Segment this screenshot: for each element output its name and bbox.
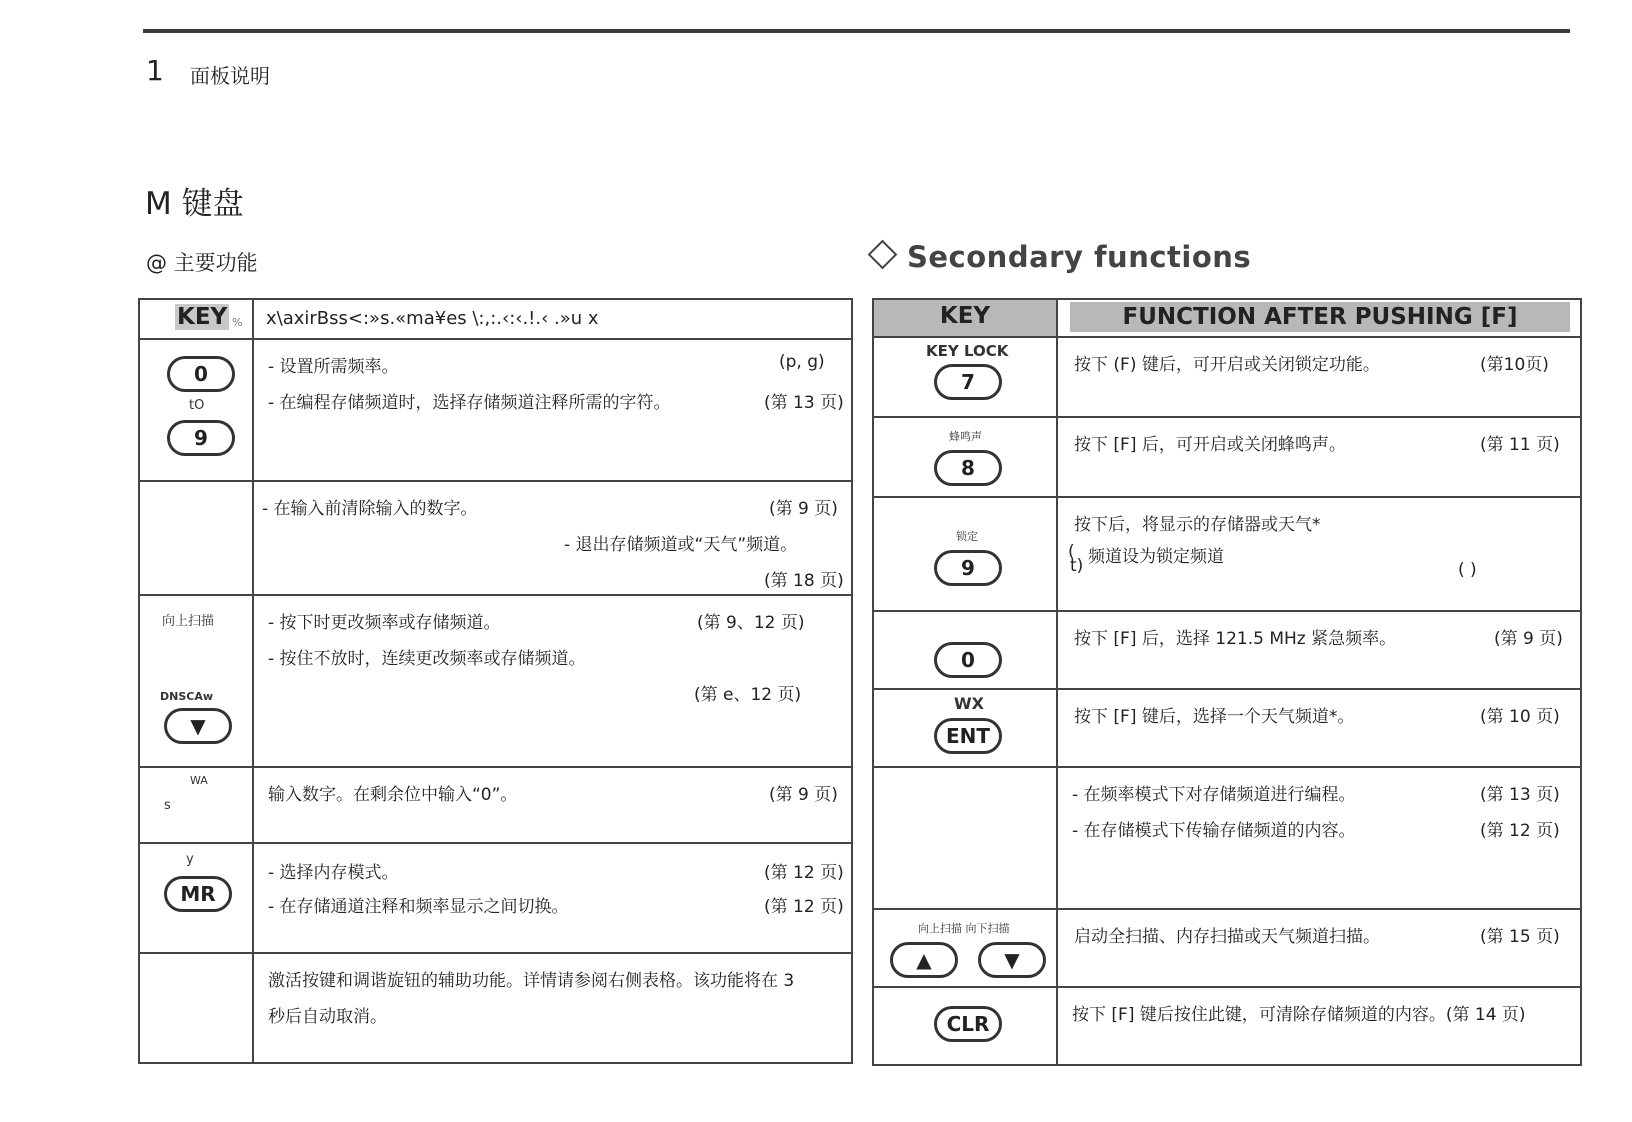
page-ref: (第 13 页)	[764, 393, 844, 413]
left-row-2-function	[253, 595, 852, 767]
key-label-dnscan: DNSCAw	[160, 690, 214, 703]
right-row-5-key	[873, 767, 1057, 909]
function-line: 激活按键和调谐旋钮的辅助功能。详情请参阅右侧表格。该功能将在 3	[268, 971, 795, 991]
key-label-beep: 蜂鸣声	[949, 430, 982, 443]
function-line: 秒后自动取消。	[268, 1007, 387, 1027]
function-line: - 在输入前清除输入的数字。	[262, 499, 478, 519]
right-row-4-function	[1057, 689, 1581, 767]
function-line: 按下 [F] 键后，选择一个天气频道*。	[1074, 707, 1355, 727]
left-row-2-key	[139, 595, 253, 767]
function-line: - 退出存储频道或“天气”频道。	[564, 535, 798, 555]
right-row-0-function	[1057, 337, 1581, 417]
key-0: 0	[934, 642, 1002, 678]
function-line: - 在频率模式下对存储频道进行编程。	[1072, 785, 1356, 805]
secondary-functions-title: Secondary functions	[907, 240, 1252, 274]
right-row-2-key	[873, 497, 1057, 611]
page-ref: (第 12 页)	[1480, 821, 1560, 841]
secondary-functions-table	[872, 298, 1582, 1066]
left-header-key	[139, 299, 253, 339]
page-ref: (第 e、12 页)	[694, 685, 802, 705]
right-header-function-label: FUNCTION AFTER PUSHING [F]	[1070, 302, 1570, 332]
paren-mark: (	[1068, 542, 1075, 562]
function-line: 按下后，将显示的存储器或天气*	[1074, 515, 1321, 535]
page-ref: (第 10 页)	[1480, 707, 1560, 727]
clr-key: CLR	[934, 1006, 1002, 1042]
right-row-2-function	[1057, 497, 1581, 611]
right-row-3-key	[873, 611, 1057, 689]
left-row-0-key	[139, 339, 253, 481]
right-row-1-key	[873, 417, 1057, 497]
function-line: 按下 [F] 后，选择 121.5 MHz 紧急频率。	[1074, 629, 1397, 649]
page-ref: (第 15 页)	[1480, 927, 1560, 947]
left-row-1-key	[139, 481, 253, 595]
page-ref: (第 9 页)	[769, 499, 838, 519]
left-row-5-key	[139, 953, 253, 1063]
function-line: 启动全扫描、内存扫描或天气频道扫描。	[1074, 927, 1380, 947]
right-row-5-function	[1057, 767, 1581, 909]
right-header-key	[873, 299, 1057, 337]
mr-key: MR	[164, 876, 232, 912]
right-row-1-function	[1057, 417, 1581, 497]
top-rule	[143, 29, 1570, 33]
page-ref: (第 9 页)	[1494, 629, 1563, 649]
left-row-0-function	[253, 339, 852, 481]
function-line: - 按下时更改频率或存储频道。	[268, 613, 501, 633]
key-label-lock: 锁定	[956, 530, 978, 543]
main-functions-heading: @ 主要功能	[146, 251, 258, 275]
page-ref: (第 12 页)	[764, 863, 844, 883]
ent-key: ENT	[934, 718, 1002, 754]
right-row-6-function	[1057, 909, 1581, 987]
function-line: - 在存储模式下传输存储频道的内容。	[1072, 821, 1356, 841]
key-label-scan-up: 向上扫描	[162, 614, 215, 629]
function-line: 按下 [F] 键后按住此键，可清除存储频道的内容。(第 14 页)	[1072, 1005, 1526, 1025]
function-line: 按下 (F) 键后，可开启或关闭锁定功能。	[1074, 355, 1380, 375]
right-row-6-key	[873, 909, 1057, 987]
page-ref: (第 11 页)	[1480, 435, 1560, 455]
function-line: - 在编程存储频道时，选择存储频道注释所需的字符。	[268, 393, 671, 413]
key-range-note: tO	[189, 398, 205, 413]
left-row-3-function	[253, 767, 852, 843]
left-row-3-key	[139, 767, 253, 843]
key-8: 8	[934, 450, 1002, 486]
left-header-function	[253, 299, 852, 339]
right-header-key-label: KEY	[939, 303, 991, 329]
left-header-key-suffix: %	[232, 316, 243, 329]
page-ref: (第10页)	[1480, 355, 1549, 375]
diamond-icon	[868, 240, 898, 270]
up-arrow-key: ▲	[890, 942, 958, 978]
secondary-functions-heading	[872, 240, 1251, 274]
paren-mark: t)	[1070, 556, 1084, 576]
key-label-keylock: KEY LOCK	[926, 342, 1009, 360]
function-line: 按下 [F] 后，可开启或关闭蜂鸣声。	[1074, 435, 1346, 455]
right-row-7-key	[873, 987, 1057, 1065]
page-number: 1	[146, 54, 164, 87]
left-header-key-label: KEY	[177, 304, 228, 330]
down-arrow-key: ▼	[164, 708, 232, 744]
page-ref: (p, g)	[779, 352, 825, 372]
left-row-4-function	[253, 843, 852, 953]
left-row-1-function	[253, 481, 852, 595]
key-9: 9	[934, 550, 1002, 586]
right-row-0-key	[873, 337, 1057, 417]
key-label-wx: WX	[954, 694, 984, 713]
page-ref: ( )	[1458, 560, 1477, 580]
function-line: 频道设为锁定频道	[1088, 547, 1224, 567]
down-arrow-key: ▼	[978, 942, 1046, 978]
function-line: 输入数字。在剩余位中输入“0”。	[268, 785, 518, 805]
function-line: - 在存储通道注释和频率显示之间切换。	[268, 897, 569, 917]
key-label-y: y	[186, 852, 194, 867]
page-ref: (第 9 页)	[769, 785, 838, 805]
left-row-5-function	[253, 953, 852, 1063]
right-row-3-function	[1057, 611, 1581, 689]
page-ref: (第 13 页)	[1480, 785, 1560, 805]
page-ref: (第 18 页)	[764, 571, 844, 591]
function-line: - 设置所需频率。	[268, 357, 399, 377]
function-line: - 选择内存模式。	[268, 863, 399, 883]
left-header-function-label: x\axirBss<:»s.«ma¥es \:,:.‹:‹.!.‹ .»u x	[266, 308, 599, 329]
page-ref: (第 12 页)	[764, 897, 844, 917]
key-label-scan: 向上扫描 向下扫描	[918, 922, 1010, 935]
left-row-4-key	[139, 843, 253, 953]
section-title: 面板说明	[190, 64, 270, 88]
right-row-4-key	[873, 689, 1057, 767]
key-9: 9	[167, 420, 235, 456]
key-label-s: s	[164, 798, 171, 813]
key-label-wa: WA	[190, 774, 208, 787]
right-header-function	[1057, 299, 1581, 337]
key-7: 7	[934, 364, 1002, 400]
main-functions-table	[138, 298, 853, 1064]
right-row-7-function	[1057, 987, 1581, 1065]
page-ref: (第 9、12 页)	[697, 613, 805, 633]
key-0: 0	[167, 356, 235, 392]
page-title: M 键盘	[145, 186, 244, 222]
function-line: - 按住不放时，连续更改频率或存储频道。	[268, 649, 586, 669]
